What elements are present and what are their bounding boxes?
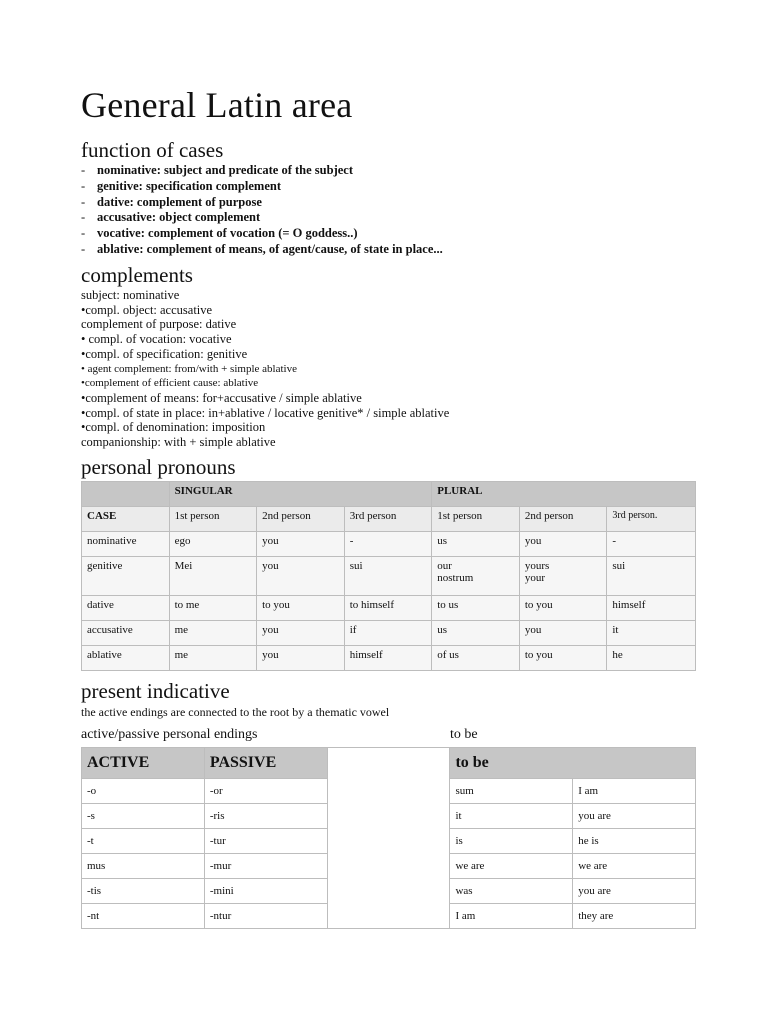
table-cell: he: [607, 646, 696, 671]
table-column-header: CASE: [82, 507, 170, 532]
table-column-header: 2nd person: [519, 507, 607, 532]
section-heading-complements: complements: [81, 263, 193, 287]
table-header-cell: to be: [450, 748, 696, 779]
table-cell: accusative: [82, 621, 170, 646]
table-cell: -ntur: [204, 904, 327, 929]
table-cell: you: [257, 621, 345, 646]
table-cell: you: [519, 621, 607, 646]
complement-line: complement of purpose: dative: [81, 317, 237, 332]
list-item: - nominative: subject and predicate of the subject: [81, 163, 353, 177]
table-column-header: 1st person: [169, 507, 257, 532]
to-be-caption: to be: [450, 727, 478, 742]
table-cell: was: [450, 879, 573, 904]
table-cell: yours your: [519, 557, 607, 596]
list-item: - dative: complement of purpose: [81, 194, 262, 209]
table-cell: I am: [450, 904, 573, 929]
table-cell: -: [607, 532, 696, 557]
present-indicative-table: [81, 747, 696, 929]
table-cell: -tur: [204, 829, 327, 854]
complement-line: • agent complement: from/with + simple ablative: [81, 362, 297, 375]
table-row: [82, 646, 696, 671]
table-row: [82, 596, 696, 621]
list-item: - vocative: complement of vocation (= O goddess..): [81, 226, 358, 241]
table-cell: me: [169, 646, 257, 671]
table-cell: ego: [169, 532, 257, 557]
table-cell: -ris: [204, 804, 327, 829]
table-column-header: 3rd person.: [607, 507, 696, 532]
table-cell: -nt: [82, 904, 205, 929]
table-cell: -mini: [204, 879, 327, 904]
table-cell: it: [607, 621, 696, 646]
table-cell: -t: [82, 829, 205, 854]
complements-list: [81, 288, 449, 450]
endings-caption: active/passive personal endings: [81, 727, 258, 742]
table-header-row: [82, 482, 696, 507]
table-cell: -mur: [204, 854, 327, 879]
list-item: - genitive: specification complement: [81, 178, 281, 193]
complement-line: •compl. of specification: genitive: [81, 346, 248, 361]
table-cell: Mei: [169, 557, 257, 596]
personal-pronouns-table: [81, 481, 696, 671]
table-cell: they are: [573, 904, 696, 929]
table-header-cell: SINGULAR: [169, 482, 432, 507]
table-cell: if: [344, 621, 432, 646]
section-heading-function-of-cases: function of cases: [81, 138, 224, 162]
table-header-cell: PLURAL: [432, 482, 696, 507]
table-cell: to himself: [344, 596, 432, 621]
complement-line: •complement of means: for+accusative / simple ablative: [81, 390, 362, 405]
table-cell: you are: [573, 804, 696, 829]
table-cell: us: [432, 621, 520, 646]
section-heading-present-indicative: present indicative: [81, 679, 230, 703]
complement-line: •compl. of state in place: in+ablative / locative genitive* / simple ablative: [81, 405, 450, 420]
section-heading-personal-pronouns: personal pronouns: [81, 455, 236, 479]
table-cell: sui: [607, 557, 696, 596]
complement-line: companionship: with + simple ablative: [81, 435, 276, 450]
table-cell: to you: [257, 596, 345, 621]
table-cell: you are: [573, 879, 696, 904]
complement-line: subject: nominative: [81, 288, 180, 302]
table-cell: us: [432, 532, 520, 557]
table-spacer-cell: [327, 748, 450, 929]
table-column-header: 3rd person: [344, 507, 432, 532]
page-title: General Latin area: [81, 85, 353, 125]
table-cell: you: [257, 532, 345, 557]
table-cell: himself: [344, 646, 432, 671]
table-cell: -: [344, 532, 432, 557]
table-cell: to you: [519, 646, 607, 671]
table-header-cell: ACTIVE: [82, 748, 205, 779]
table-cell: is: [450, 829, 573, 854]
table-cell: we are: [450, 854, 573, 879]
table-cell: our nostrum: [432, 557, 520, 596]
table-cell: himself: [607, 596, 696, 621]
table-cell: sui: [344, 557, 432, 596]
table-cell: dative: [82, 596, 170, 621]
table-cell: -s: [82, 804, 205, 829]
table-row: [82, 532, 696, 557]
list-item: - ablative: complement of means, of agent/cause, of state in place...: [81, 241, 443, 256]
complement-line: •compl. of denomination: imposition: [81, 420, 266, 435]
complement-line: •compl. object: accusative: [81, 302, 213, 317]
function-of-cases-list: [81, 163, 443, 258]
table-cell: to me: [169, 596, 257, 621]
table-row: [82, 557, 696, 596]
table-column-header: 2nd person: [257, 507, 345, 532]
table-header-row: [82, 748, 696, 779]
table-cell: you: [257, 557, 345, 596]
table-cell: sum: [450, 779, 573, 804]
table-cell: ablative: [82, 646, 170, 671]
table-cell: to us: [432, 596, 520, 621]
table-row: [82, 621, 696, 646]
table-cell: of us: [432, 646, 520, 671]
table-cell: genitive: [82, 557, 170, 596]
list-item: - accusative: object complement: [81, 210, 261, 225]
table-cell: to you: [519, 596, 607, 621]
table-header-cell: PASSIVE: [204, 748, 327, 779]
table-cell: I am: [573, 779, 696, 804]
table-header-cell: [82, 482, 170, 507]
table-cell: you: [257, 646, 345, 671]
table-cell: -or: [204, 779, 327, 804]
table-cell: nominative: [82, 532, 170, 557]
table-cell: we are: [573, 854, 696, 879]
thematic-vowel-note: the active endings are connected to the root by a thematic vowel: [81, 705, 390, 719]
table-column-header: 1st person: [432, 507, 520, 532]
table-cell: it: [450, 804, 573, 829]
table-cell: me: [169, 621, 257, 646]
complement-line: • compl. of vocation: vocative: [81, 332, 232, 347]
table-subheader-row: [82, 507, 696, 532]
complement-line: •complement of efficient cause: ablative: [81, 377, 259, 390]
table-cell: he is: [573, 829, 696, 854]
table-cell: -tis: [82, 879, 205, 904]
table-cell: -o: [82, 779, 205, 804]
table-cell: mus: [82, 854, 205, 879]
table-cell: you: [519, 532, 607, 557]
